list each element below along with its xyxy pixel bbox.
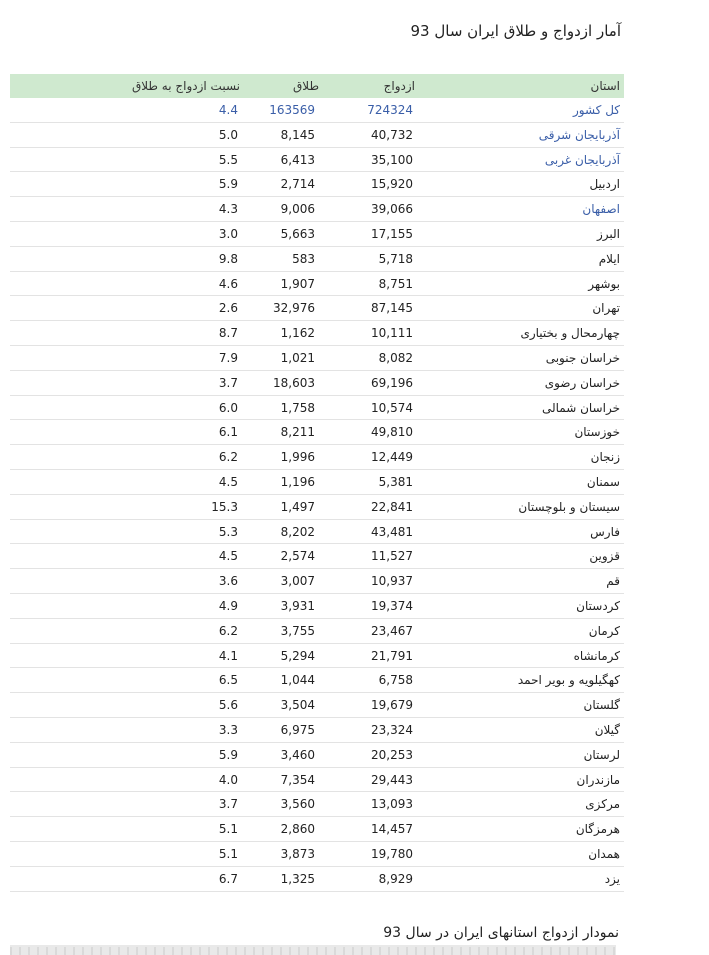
header-province: استان [590,79,620,93]
cell-ratio: 3.3 [218,722,238,737]
table-row [10,693,624,718]
cell-ratio: 6.0 [218,400,238,415]
cell-ratio: 4.4 [218,103,238,117]
table-row [10,817,624,842]
cell-province: گیلان [594,722,620,737]
cell-marriage: 23,324 [371,722,413,737]
cell-divorce: 3,873 [280,846,315,861]
cell-marriage: 20,253 [371,747,413,762]
cell-marriage: 19,679 [371,698,413,713]
cell-divorce: 32,976 [273,301,315,316]
cell-marriage: 39,066 [371,202,413,217]
cell-province: خراسان جنوبی [545,350,620,365]
cell-divorce: 583 [292,251,315,266]
cell-divorce: 3,755 [280,623,315,638]
cell-divorce: 3,504 [280,698,315,713]
table-row [10,743,624,768]
cell-ratio: 5.0 [218,127,238,142]
cell-province: کهگیلویه و بویر احمد [517,673,620,688]
cell-divorce: 5,663 [280,226,315,241]
cell-divorce: 8,202 [280,524,315,539]
cell-divorce: 3,007 [280,574,315,589]
cell-divorce: 2,860 [280,822,315,837]
cell-divorce: 8,145 [280,127,315,142]
cell-province: کل کشور [572,103,620,117]
cell-province: بوشهر [588,276,620,291]
cell-ratio: 4.9 [218,598,238,613]
cell-ratio: 5.9 [218,177,238,192]
cell-province: خراسان شمالی [541,400,620,415]
cell-divorce: 6,975 [280,722,315,737]
cell-marriage: 19,780 [371,846,413,861]
table-row [10,396,624,421]
table-row [10,644,624,669]
cell-province: خراسان رضوی [544,375,620,390]
cell-ratio: 5.5 [218,152,238,167]
cell-divorce: 163569 [269,103,315,117]
table-row [10,222,624,247]
cell-province: گلستان [583,698,620,713]
cell-marriage: 8,929 [378,871,413,886]
table-row [10,346,624,371]
cell-province: کردستان [576,598,620,613]
cell-ratio: 4.3 [218,202,238,217]
table-row [10,197,624,222]
table-row [10,718,624,743]
table-row [10,768,624,793]
cell-marriage: 724324 [367,103,413,117]
table-row [10,321,624,346]
table-row [10,569,624,594]
cell-province: یزد [604,871,620,886]
table-row [10,420,624,445]
cell-marriage: 49,810 [371,425,413,440]
cell-marriage: 5,381 [378,474,413,489]
cell-ratio: 6.1 [218,425,238,440]
table-row [10,792,624,817]
cell-ratio: 5.1 [218,846,238,861]
cell-ratio: 5.1 [218,822,238,837]
cell-marriage: 35,100 [371,152,413,167]
cell-marriage: 19,374 [371,598,413,613]
header-marriage: ازدواج [383,79,415,93]
cell-divorce: 1,907 [280,276,315,291]
cell-province: زنجان [590,450,620,465]
cell-province: البرز [596,226,620,241]
cell-ratio: 6.2 [218,450,238,465]
cell-divorce: 1,758 [280,400,315,415]
table-row [10,470,624,495]
table-header-row [10,74,624,98]
cell-divorce: 3,560 [280,797,315,812]
table-body [10,98,624,892]
header-divorce: طلاق [292,79,319,93]
cell-divorce: 1,996 [280,450,315,465]
cell-marriage: 14,457 [371,822,413,837]
cell-divorce: 5,294 [280,648,315,663]
cell-province: فارس [590,524,620,539]
cell-ratio: 3.7 [218,797,238,812]
cell-divorce: 1,196 [280,474,315,489]
cell-ratio: 6.7 [218,871,238,886]
cell-ratio: 2.6 [218,301,238,316]
chart-area-strip [10,947,616,955]
cell-province: ایلام [598,251,620,266]
cell-ratio: 4.1 [218,648,238,663]
cell-ratio: 5.6 [218,698,238,713]
cell-province: قم [606,574,620,589]
cell-divorce: 8,211 [280,425,315,440]
cell-ratio: 9.8 [218,251,238,266]
cell-ratio: 6.2 [218,623,238,638]
cell-marriage: 40,732 [371,127,413,142]
cell-province: سیستان و بلوچستان [518,499,620,514]
cell-divorce: 9,006 [280,202,315,217]
cell-ratio: 5.9 [218,747,238,762]
cell-province: خوزستان [574,425,620,440]
cell-marriage: 43,481 [371,524,413,539]
cell-marriage: 17,155 [371,226,413,241]
cell-province: لرستان [583,747,620,762]
cell-province: آذربایجان شرقی [538,127,620,142]
cell-divorce: 6,413 [280,152,315,167]
cell-province: تهران [592,301,620,316]
cell-marriage: 6,758 [378,673,413,688]
table-row [10,148,624,173]
table-row [10,445,624,470]
cell-marriage: 21,791 [371,648,413,663]
cell-ratio: 8.7 [218,326,238,341]
table-row [10,272,624,297]
cell-divorce: 1,162 [280,326,315,341]
table-row [10,123,624,148]
cell-province: اصفهان [582,202,620,217]
cell-province: سمنان [586,474,620,489]
cell-province: چهارمحال و بختیاری [520,326,620,341]
table-row [10,520,624,545]
table-row [10,98,624,123]
table-row [10,371,624,396]
cell-divorce: 2,714 [280,177,315,192]
table-row [10,867,624,892]
cell-ratio: 5.3 [218,524,238,539]
cell-marriage: 29,443 [371,772,413,787]
table-row [10,619,624,644]
table-row [10,594,624,619]
stats-table [10,74,624,892]
cell-divorce: 7,354 [280,772,315,787]
cell-marriage: 8,751 [378,276,413,291]
cell-marriage: 11,527 [371,549,413,564]
cell-province: مرکزی [585,797,620,812]
cell-marriage: 69,196 [371,375,413,390]
cell-marriage: 10,937 [371,574,413,589]
cell-province: مازندران [576,772,620,787]
cell-ratio: 4.0 [218,772,238,787]
header-ratio: نسبت ازدواج به طلاق [131,79,240,93]
cell-marriage: 10,111 [371,326,413,341]
cell-divorce: 1,325 [280,871,315,886]
cell-marriage: 12,449 [371,450,413,465]
cell-marriage: 15,920 [371,177,413,192]
table-row [10,296,624,321]
table-row [10,544,624,569]
cell-marriage: 5,718 [378,251,413,266]
cell-ratio: 4.5 [218,549,238,564]
table-row [10,668,624,693]
cell-province: آذربایجان غربی [544,152,620,167]
cell-province: اردبیل [589,177,620,192]
cell-ratio: 4.6 [218,276,238,291]
cell-ratio: 3.7 [218,375,238,390]
cell-marriage: 87,145 [371,301,413,316]
cell-divorce: 18,603 [273,375,315,390]
table-row [10,247,624,272]
cell-province: قزوین [589,549,620,564]
cell-ratio: 6.5 [218,673,238,688]
cell-province: همدان [588,846,620,861]
cell-province: کرمان [588,623,620,638]
page-title: آمار ازدواج و طلاق ایران سال 93 [410,22,621,40]
cell-divorce: 1,021 [280,350,315,365]
cell-marriage: 23,467 [371,623,413,638]
cell-marriage: 10,574 [371,400,413,415]
chart-caption: نمودار ازدواج استانهای ایران در سال 93 [383,925,619,941]
cell-province: هرمزگان [575,822,620,837]
table-row [10,495,624,520]
cell-ratio: 7.9 [218,350,238,365]
cell-divorce: 3,931 [280,598,315,613]
cell-ratio: 3.0 [218,226,238,241]
cell-marriage: 13,093 [371,797,413,812]
cell-divorce: 2,574 [280,549,315,564]
cell-divorce: 1,497 [280,499,315,514]
cell-province: کرمانشاه [573,648,620,663]
cell-ratio: 4.5 [218,474,238,489]
cell-ratio: 15.3 [211,499,238,514]
table-row [10,842,624,867]
cell-marriage: 8,082 [378,350,413,365]
cell-marriage: 22,841 [371,499,413,514]
cell-divorce: 3,460 [280,747,315,762]
cell-divorce: 1,044 [280,673,315,688]
cell-ratio: 3.6 [218,574,238,589]
table-row [10,172,624,197]
